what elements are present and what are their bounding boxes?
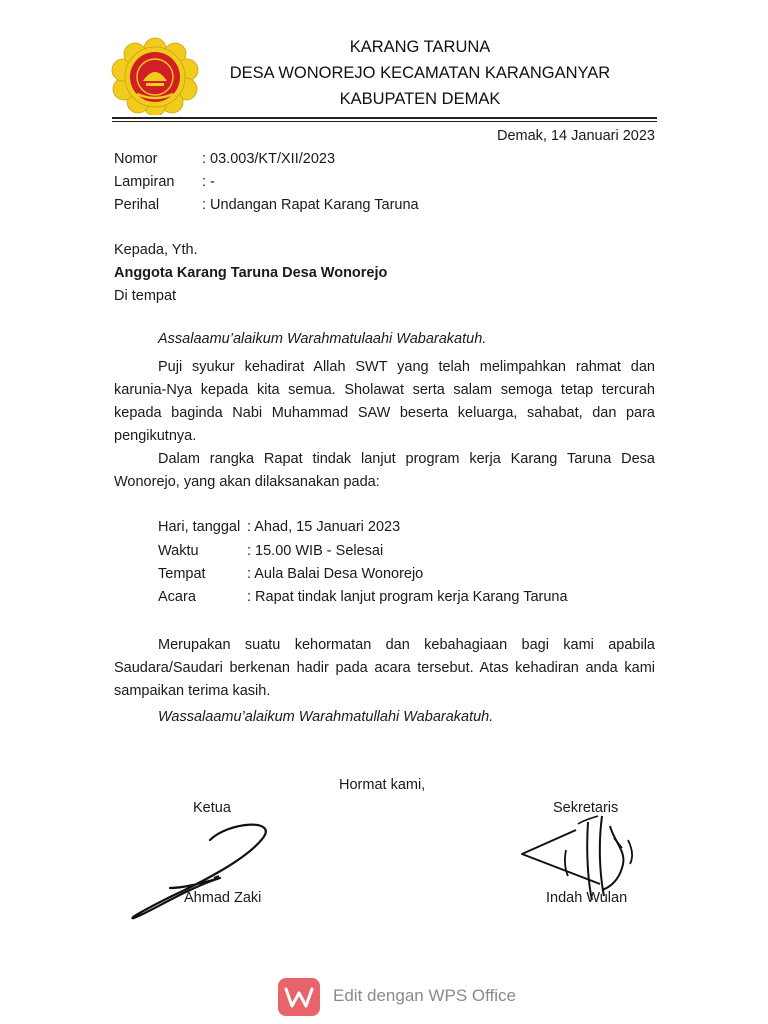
paragraph-purpose-text: Dalam rangka Rapat tindak lanjut program kerja Karang Taruna Desa Wonorejo, yang akan dilaksanakan pada: xyxy=(114,451,655,490)
watermark-text: Edit dengan WPS Office xyxy=(333,986,517,1005)
letterhead-rule-thick xyxy=(112,117,657,119)
signature-ketua xyxy=(128,818,278,924)
meta-value-perihal: : Undangan Rapat Karang Taruna xyxy=(202,197,419,213)
meta-label-lampiran: Lampiran xyxy=(114,174,175,190)
event-label-agenda: Acara xyxy=(158,589,196,605)
paragraph-closing xyxy=(114,634,655,703)
karang-taruna-emblem-icon xyxy=(110,37,200,115)
meta-value-lampiran: : - xyxy=(202,174,215,190)
paragraph-purpose xyxy=(114,448,655,494)
salam-opening: Assalaamu’alaikum Warahmatulaahi Wabarakatuh. xyxy=(158,331,487,347)
letter-date: Demak, 14 Januari 2023 xyxy=(497,128,655,144)
signatory-left-title: Ketua xyxy=(193,800,231,816)
signatory-left-name: Ahmad Zaki xyxy=(184,890,262,906)
recipient-name: Anggota Karang Taruna Desa Wonorejo xyxy=(114,265,388,281)
event-value-date: : Ahad, 15 Januari 2023 xyxy=(247,519,401,535)
meta-label-perihal: Perihal xyxy=(114,197,160,213)
signatory-right-title: Sekretaris xyxy=(553,800,619,816)
event-label-date: Hari, tanggal xyxy=(158,519,241,535)
letterhead-regency: KABUPATEN DEMAK xyxy=(339,90,501,108)
paragraph-opening-text: Puji syukur kehadirat Allah SWT yang telah melimpahkan rahmat dan karunia-Nya kepada kita semua. Sholawat serta salam semoga tetap tercurah kepada baginda Nabi Muhammad SAW beserta keluarga, sahabat, dan para pengikutnya. xyxy=(114,359,655,444)
event-label-place: Tempat xyxy=(158,566,206,582)
event-value-place: : Aula Balai Desa Wonorejo xyxy=(247,566,424,582)
closing-phrase: Hormat kami, xyxy=(339,777,426,793)
meta-label-nomor: Nomor xyxy=(114,151,158,167)
paragraph-opening xyxy=(114,356,655,448)
letterhead-title: KARANG TARUNA xyxy=(349,38,491,56)
meta-value-nomor: : 03.003/KT/XII/2023 xyxy=(202,151,336,167)
paragraph-closing-text: Merupakan suatu kehormatan dan kebahagiaan bagi kami apabila Saudara/Saudari berkenan hadir pada acara tersebut. Atas kehadiran anda kami sampaikan terima kasih. xyxy=(114,637,655,699)
letterhead-rule-thin xyxy=(112,121,657,122)
event-value-agenda: : Rapat tindak lanjut program kerja Karang Taruna xyxy=(247,589,568,605)
salam-closing: Wassalaamu’alaikum Warahmatullahi Wabarakatuh. xyxy=(158,709,494,725)
event-label-time: Waktu xyxy=(158,543,199,559)
recipient-greeting: Kepada, Yth. xyxy=(114,242,198,258)
letterhead-village: DESA WONOREJO KECAMATAN KARANGANYAR xyxy=(229,64,611,82)
wps-office-icon xyxy=(278,978,320,1016)
event-value-time: : 15.00 WIB - Selesai xyxy=(247,543,384,559)
signatory-right-name: Indah Wulan xyxy=(546,890,628,906)
recipient-place: Di tempat xyxy=(114,288,177,304)
